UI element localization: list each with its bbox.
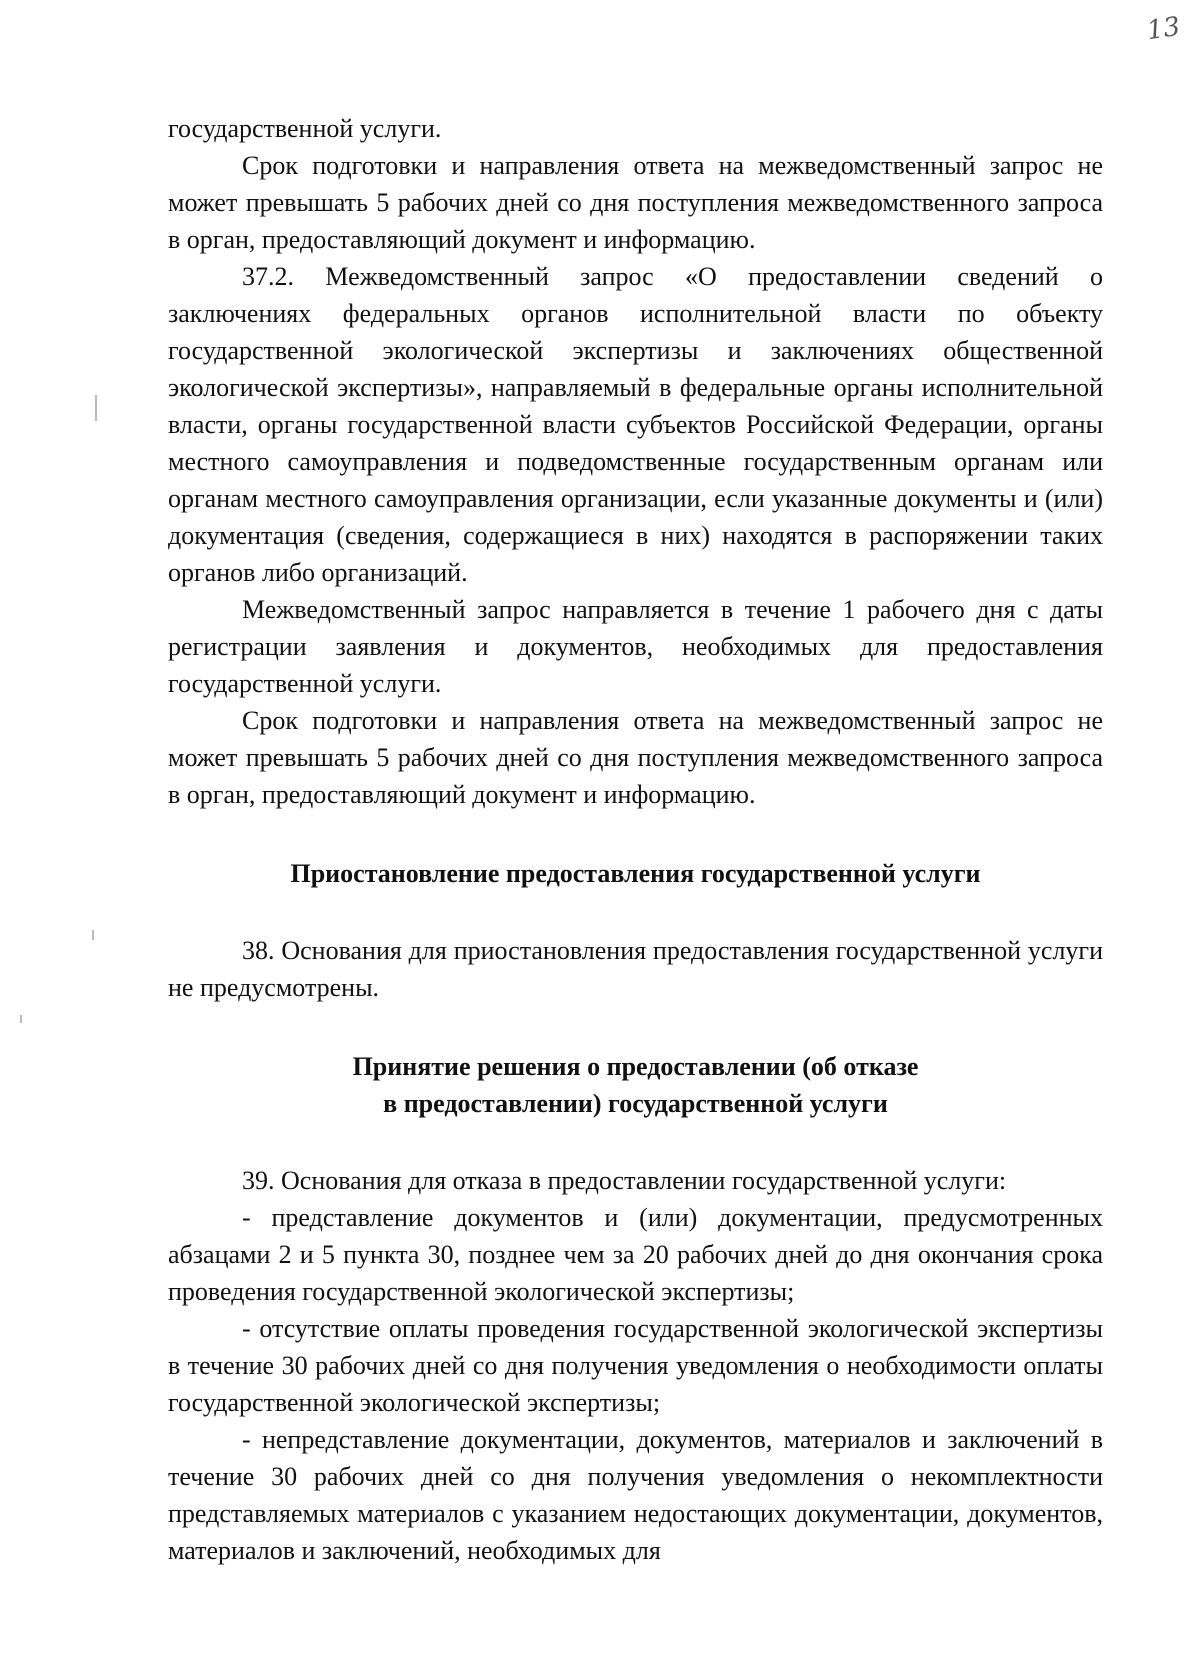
paragraph-39: 39. Основания для отказа в предоставлении государственной услуги: (242, 1166, 1007, 1195)
scan-artifact (20, 1015, 22, 1023)
paragraph: Межведомственный запрос направляется в течение 1 рабочего дня с даты регистрации заявления и документов, необходимых для предоставления государственной услуги. (168, 595, 1103, 698)
list-item: - отсутствие оплаты проведения государственной экологической экспертизы в течение 30 рабочих дней со дня получения уведомления о необходимости оплаты государственной экологической экспертизы; (168, 1314, 1103, 1417)
paragraph: государственной услуги. (168, 114, 442, 143)
list-item: - непредставление документации, документов, материалов и заключений в течение 30 рабочих дней со дня получения уведомления о некомплектности представляемых материалов с указанием недостающих документации, документов, материалов и заключений, необходимых для (168, 1425, 1103, 1565)
scan-artifact (95, 395, 97, 421)
paragraph: Срок подготовки и направления ответа на межведомственный запрос не может превышать 5 рабочих дней со дня поступления межведомственного запроса в орган, предоставляющий документ и информацию. (168, 151, 1103, 254)
list-item: - представление документов и (или) документации, предусмотренных абзацами 2 и 5 пункта 30, позднее чем за 20 рабочих дней до дня окончания срока проведения государственной экологической экспертизы; (168, 1203, 1103, 1306)
scan-artifact (92, 930, 94, 940)
paragraph-38: 38. Основания для приостановления предоставления государственной услуги не предусмотрены. (168, 936, 1103, 1002)
paragraph: Срок подготовки и направления ответа на межведомственный запрос не может превышать 5 рабочих дней со дня поступления межведомственного запроса в орган, предоставляющий документ и информацию. (168, 706, 1103, 809)
section-heading-suspension: Приостановление предоставления государственной услуги (290, 859, 981, 888)
section-heading-decision (168, 1048, 1103, 1122)
handwritten-page-number: 13 (1145, 11, 1183, 47)
paragraph-37-2: 37.2. Межведомственный запрос «О предоставлении сведений о заключениях федеральных органов исполнительной власти по объекту государственной экологической экспертизы и заключениях общественной экологической экспертизы», направляемый в федеральные органы исполнительной власти, органы государственной власти субъектов Российской Федерации, органы местного самоуправления и подведомственные государственным органам или органам местного самоуправления организации, если указанные документы и (или) документация (сведения, содержащиеся в них) находятся в распоряжении таких органов либо организаций. (168, 262, 1103, 587)
document-body (168, 110, 1103, 1569)
section-heading-line: в предоставлении) государственной услуги (383, 1089, 888, 1118)
section-heading-line: Принятие решения о предоставлении (об отказе (352, 1052, 919, 1081)
